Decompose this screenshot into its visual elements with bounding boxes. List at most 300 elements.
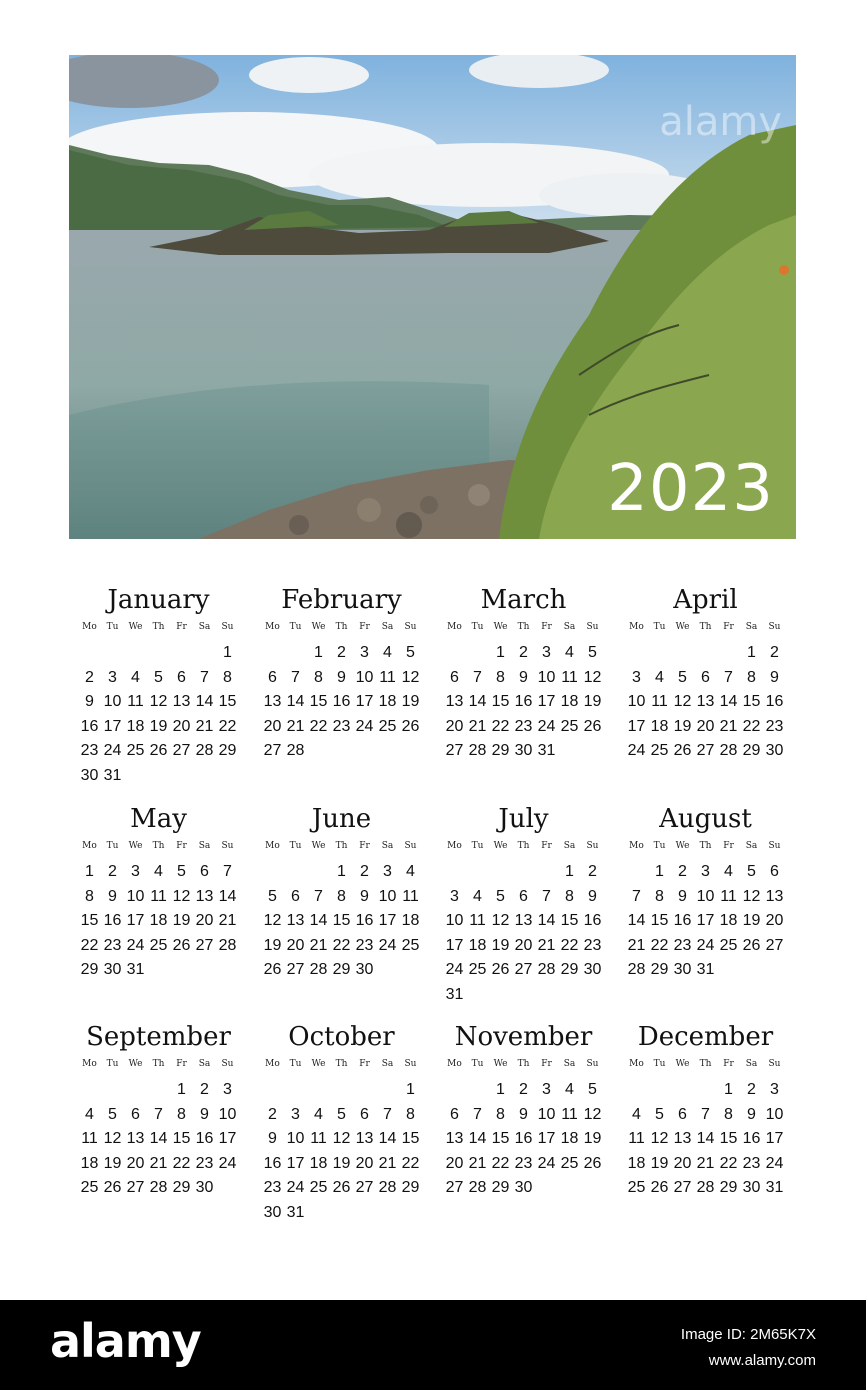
weekday-header: Mo bbox=[629, 1059, 644, 1069]
day-cell: 26 bbox=[583, 1154, 602, 1172]
weekday-header: Su bbox=[586, 1059, 599, 1069]
weekday-header: Mo bbox=[82, 841, 97, 851]
month-day-grid bbox=[443, 840, 604, 1007]
day-cell: 2 bbox=[268, 1105, 277, 1123]
day-cell: 27 bbox=[195, 936, 214, 954]
day-cell: 5 bbox=[268, 887, 277, 905]
day-cell: 28 bbox=[627, 961, 646, 978]
day-cell: 9 bbox=[268, 1130, 277, 1147]
day-cell: 7 bbox=[314, 887, 323, 905]
day-cell: 1 bbox=[724, 1081, 733, 1098]
day-cell: 17 bbox=[537, 693, 556, 710]
weekday-header: Mo bbox=[629, 622, 644, 632]
day-cell: 19 bbox=[401, 693, 420, 710]
weekday-header: We bbox=[311, 841, 326, 851]
weekday-header: Su bbox=[586, 841, 599, 851]
day-cell: 3 bbox=[360, 644, 369, 661]
day-cell: 23 bbox=[195, 1154, 214, 1172]
day-cell: 25 bbox=[149, 936, 168, 954]
day-cell: 20 bbox=[445, 1154, 464, 1172]
day-cell: 20 bbox=[195, 912, 214, 929]
day-cell: 27 bbox=[445, 1179, 464, 1196]
landscape-photo bbox=[69, 55, 796, 539]
day-cell: 5 bbox=[108, 1105, 117, 1123]
month-day-grid bbox=[625, 621, 786, 764]
empty-day-cell bbox=[307, 860, 330, 885]
day-cell: 31 bbox=[696, 961, 715, 978]
empty-day-cell bbox=[124, 1078, 147, 1103]
day-cell: 7 bbox=[200, 668, 209, 686]
day-cell: 10 bbox=[355, 668, 374, 686]
day-cell: 6 bbox=[200, 863, 209, 880]
day-cell: 4 bbox=[473, 887, 482, 905]
day-cell: 1 bbox=[655, 863, 664, 880]
day-cell: 25 bbox=[719, 936, 738, 954]
day-cell: 10 bbox=[696, 887, 715, 905]
day-cell: 16 bbox=[514, 1130, 533, 1147]
day-cell: 24 bbox=[286, 1179, 305, 1196]
weekday-header: Sa bbox=[198, 622, 211, 632]
month-march bbox=[443, 583, 604, 764]
day-cell: 30 bbox=[80, 766, 99, 784]
month-january bbox=[78, 583, 239, 788]
day-cell: 5 bbox=[337, 1105, 346, 1123]
day-cell: 10 bbox=[627, 693, 646, 710]
day-cell: 24 bbox=[537, 717, 556, 735]
weekday-header: Fr bbox=[541, 622, 552, 632]
day-cell: 18 bbox=[560, 693, 579, 710]
day-cell: 15 bbox=[491, 1130, 510, 1147]
empty-day-cell bbox=[376, 1078, 399, 1103]
day-cell: 9 bbox=[108, 887, 117, 905]
day-cell: 8 bbox=[496, 668, 505, 686]
day-cell: 26 bbox=[742, 936, 761, 954]
day-cell: 30 bbox=[103, 961, 122, 978]
month-day-grid bbox=[625, 1058, 786, 1201]
month-day-grid bbox=[78, 621, 239, 788]
day-cell: 18 bbox=[468, 936, 487, 954]
day-cell: 7 bbox=[724, 668, 733, 686]
day-cell: 20 bbox=[765, 912, 784, 929]
day-cell: 25 bbox=[468, 961, 487, 978]
month-title: February bbox=[281, 585, 402, 615]
day-cell: 24 bbox=[445, 961, 464, 978]
empty-day-cell bbox=[330, 1078, 353, 1103]
day-cell: 24 bbox=[126, 936, 145, 954]
day-cell: 5 bbox=[747, 863, 756, 880]
month-title: September bbox=[86, 1022, 231, 1052]
day-cell: 16 bbox=[80, 717, 99, 735]
day-cell: 5 bbox=[588, 1081, 597, 1098]
day-cell: 17 bbox=[696, 912, 715, 929]
day-cell: 3 bbox=[108, 668, 117, 686]
day-cell: 26 bbox=[401, 717, 420, 735]
empty-day-cell bbox=[443, 641, 466, 666]
day-cell: 12 bbox=[742, 887, 761, 905]
empty-day-cell bbox=[671, 1078, 694, 1103]
day-cell: 26 bbox=[491, 961, 510, 978]
empty-day-cell bbox=[147, 1078, 170, 1103]
day-cell: 4 bbox=[406, 863, 415, 880]
day-cell: 12 bbox=[583, 668, 602, 686]
weekday-header: Su bbox=[221, 1059, 234, 1069]
day-cell: 18 bbox=[126, 717, 145, 735]
day-cell: 28 bbox=[719, 742, 738, 759]
month-december bbox=[625, 1020, 786, 1201]
day-cell: 14 bbox=[696, 1130, 715, 1147]
day-cell: 17 bbox=[765, 1130, 784, 1147]
day-cell: 8 bbox=[724, 1105, 733, 1123]
weekday-header: Th bbox=[517, 841, 530, 851]
day-cell: 12 bbox=[401, 668, 420, 686]
day-cell: 23 bbox=[514, 1154, 533, 1172]
day-cell: 1 bbox=[337, 863, 346, 880]
weekday-header: Mo bbox=[447, 841, 462, 851]
weekday-header: Tu bbox=[106, 1059, 119, 1069]
day-cell: 11 bbox=[127, 693, 144, 710]
weekday-header: Su bbox=[768, 841, 781, 851]
month-september bbox=[78, 1020, 239, 1201]
weekday-header: We bbox=[675, 841, 690, 851]
day-cell: 3 bbox=[542, 644, 551, 661]
day-cell: 15 bbox=[401, 1130, 420, 1147]
empty-day-cell bbox=[284, 641, 307, 666]
day-cell: 25 bbox=[650, 742, 669, 759]
weekday-header: Mo bbox=[629, 841, 644, 851]
weekday-header: Th bbox=[335, 622, 348, 632]
weekday-header: We bbox=[128, 841, 143, 851]
empty-day-cell bbox=[535, 860, 558, 885]
day-cell: 31 bbox=[286, 1203, 305, 1221]
weekday-header: Th bbox=[152, 841, 165, 851]
empty-day-cell bbox=[512, 860, 535, 885]
day-cell: 25 bbox=[80, 1179, 99, 1196]
day-cell: 2 bbox=[337, 644, 346, 661]
day-cell: 6 bbox=[268, 668, 277, 686]
day-cell: 15 bbox=[719, 1130, 738, 1147]
weekday-header: We bbox=[128, 1059, 143, 1069]
day-cell: 21 bbox=[149, 1154, 168, 1172]
day-cell: 28 bbox=[537, 961, 556, 978]
day-cell: 15 bbox=[332, 912, 351, 929]
empty-day-cell bbox=[261, 1078, 284, 1103]
weekday-header: Fr bbox=[359, 1059, 370, 1069]
day-cell: 21 bbox=[468, 717, 487, 735]
day-cell: 1 bbox=[496, 1081, 505, 1098]
day-cell: 10 bbox=[218, 1105, 237, 1123]
day-cell: 17 bbox=[627, 717, 646, 735]
day-cell: 3 bbox=[701, 863, 710, 880]
month-february bbox=[261, 583, 422, 764]
month-august bbox=[625, 802, 786, 983]
day-cell: 13 bbox=[195, 887, 214, 905]
month-november bbox=[443, 1020, 604, 1201]
day-cell: 29 bbox=[491, 742, 510, 759]
day-cell: 13 bbox=[514, 912, 533, 929]
day-cell: 13 bbox=[126, 1130, 145, 1147]
day-cell: 19 bbox=[673, 717, 692, 735]
day-cell: 9 bbox=[519, 668, 528, 686]
day-cell: 22 bbox=[172, 1154, 191, 1172]
month-may bbox=[78, 802, 239, 983]
day-cell: 6 bbox=[131, 1105, 140, 1123]
day-cell: 29 bbox=[172, 1179, 191, 1196]
day-cell: 4 bbox=[632, 1105, 641, 1123]
day-cell: 26 bbox=[149, 742, 168, 759]
month-day-grid bbox=[261, 1058, 422, 1225]
day-cell: 21 bbox=[378, 1154, 397, 1172]
day-cell: 3 bbox=[223, 1081, 232, 1098]
empty-day-cell bbox=[284, 1078, 307, 1103]
day-cell: 15 bbox=[560, 912, 579, 929]
weekday-header: Th bbox=[517, 1059, 530, 1069]
month-title: November bbox=[454, 1022, 593, 1052]
day-cell: 21 bbox=[719, 717, 738, 735]
day-cell: 27 bbox=[263, 742, 282, 759]
day-cell: 11 bbox=[561, 1105, 578, 1123]
day-cell: 13 bbox=[445, 693, 464, 710]
day-cell: 24 bbox=[537, 1154, 556, 1172]
day-cell: 28 bbox=[378, 1179, 397, 1196]
day-cell: 25 bbox=[627, 1179, 646, 1196]
empty-day-cell bbox=[443, 860, 466, 885]
weekday-header: We bbox=[675, 1059, 690, 1069]
weekday-header: Mo bbox=[82, 1059, 97, 1069]
day-cell: 14 bbox=[218, 887, 237, 905]
empty-day-cell bbox=[625, 1078, 648, 1103]
day-cell: 11 bbox=[150, 887, 167, 905]
day-cell: 13 bbox=[172, 693, 191, 710]
day-cell: 4 bbox=[565, 644, 574, 661]
day-cell: 1 bbox=[314, 644, 323, 661]
weekday-header: Tu bbox=[106, 841, 119, 851]
empty-day-cell bbox=[625, 860, 648, 885]
day-cell: 2 bbox=[519, 1081, 528, 1098]
day-cell: 4 bbox=[131, 668, 140, 686]
day-cell: 28 bbox=[309, 961, 328, 978]
month-title: August bbox=[659, 804, 752, 834]
day-cell: 28 bbox=[468, 742, 487, 759]
day-cell: 6 bbox=[701, 668, 710, 686]
weekday-header: Sa bbox=[563, 1059, 576, 1069]
day-cell: 1 bbox=[406, 1081, 415, 1098]
weekday-header: Fr bbox=[723, 1059, 734, 1069]
day-cell: 24 bbox=[696, 936, 715, 954]
day-cell: 8 bbox=[496, 1105, 505, 1123]
empty-day-cell bbox=[261, 641, 284, 666]
day-cell: 22 bbox=[650, 936, 669, 954]
empty-day-cell bbox=[694, 1078, 717, 1103]
weekday-header: Sa bbox=[381, 841, 394, 851]
day-cell: 7 bbox=[473, 668, 482, 686]
day-cell: 29 bbox=[218, 742, 237, 759]
day-cell: 8 bbox=[655, 887, 664, 905]
day-cell: 2 bbox=[108, 863, 117, 880]
day-cell: 24 bbox=[218, 1154, 237, 1172]
empty-day-cell bbox=[671, 641, 694, 666]
weekday-header: Fr bbox=[359, 841, 370, 851]
day-cell: 27 bbox=[673, 1179, 692, 1196]
day-cell: 13 bbox=[286, 912, 305, 929]
day-cell: 31 bbox=[103, 766, 122, 784]
day-cell: 22 bbox=[719, 1154, 738, 1172]
day-cell: 10 bbox=[537, 1105, 556, 1123]
day-cell: 2 bbox=[770, 644, 779, 661]
weekday-header: Tu bbox=[471, 622, 484, 632]
day-cell: 18 bbox=[401, 912, 420, 929]
day-cell: 29 bbox=[332, 961, 351, 978]
weekday-header: Fr bbox=[541, 841, 552, 851]
day-cell: 19 bbox=[650, 1154, 669, 1172]
day-cell: 20 bbox=[172, 717, 191, 735]
day-cell: 12 bbox=[650, 1130, 669, 1147]
weekday-header: Su bbox=[404, 1059, 417, 1069]
day-cell: 6 bbox=[291, 887, 300, 905]
day-cell: 18 bbox=[149, 912, 168, 929]
empty-day-cell bbox=[648, 641, 671, 666]
day-cell: 26 bbox=[650, 1179, 669, 1196]
day-cell: 16 bbox=[195, 1130, 214, 1147]
day-cell: 10 bbox=[126, 887, 145, 905]
day-cell: 7 bbox=[632, 887, 641, 905]
day-cell: 24 bbox=[378, 936, 397, 954]
day-cell: 22 bbox=[80, 936, 99, 954]
empty-day-cell bbox=[466, 1078, 489, 1103]
day-cell: 23 bbox=[355, 936, 374, 954]
day-cell: 14 bbox=[468, 1130, 487, 1147]
weekday-header: Tu bbox=[471, 1059, 484, 1069]
weekday-header: Sa bbox=[745, 1059, 758, 1069]
day-cell: 30 bbox=[514, 742, 533, 759]
day-cell: 20 bbox=[445, 717, 464, 735]
day-cell: 25 bbox=[126, 742, 145, 759]
month-day-grid bbox=[261, 621, 422, 764]
day-cell: 15 bbox=[491, 693, 510, 710]
day-cell: 7 bbox=[473, 1105, 482, 1123]
weekday-header: Th bbox=[699, 1059, 712, 1069]
day-cell: 18 bbox=[378, 693, 397, 710]
month-day-grid bbox=[625, 840, 786, 983]
day-cell: 5 bbox=[177, 863, 186, 880]
day-cell: 29 bbox=[650, 961, 669, 978]
day-cell: 18 bbox=[309, 1154, 328, 1172]
weekday-header: Th bbox=[335, 841, 348, 851]
day-cell: 22 bbox=[491, 1154, 510, 1172]
day-cell: 3 bbox=[291, 1105, 300, 1123]
day-cell: 11 bbox=[628, 1130, 645, 1147]
day-cell: 13 bbox=[263, 693, 282, 710]
day-cell: 24 bbox=[103, 742, 122, 759]
day-cell: 22 bbox=[332, 936, 351, 954]
day-cell: 2 bbox=[519, 644, 528, 661]
day-cell: 5 bbox=[655, 1105, 664, 1123]
day-cell: 24 bbox=[627, 742, 646, 759]
alamy-logo: alamy bbox=[50, 1314, 201, 1368]
day-cell: 1 bbox=[747, 644, 756, 661]
day-cell: 26 bbox=[172, 936, 191, 954]
day-cell: 16 bbox=[673, 912, 692, 929]
empty-day-cell bbox=[717, 641, 740, 666]
day-cell: 6 bbox=[177, 668, 186, 686]
photo-watermark: alamy bbox=[659, 99, 782, 145]
day-cell: 25 bbox=[560, 1154, 579, 1172]
day-cell: 16 bbox=[263, 1154, 282, 1172]
day-cell: 4 bbox=[154, 863, 163, 880]
day-cell: 3 bbox=[450, 887, 459, 905]
day-cell: 11 bbox=[561, 668, 578, 686]
day-cell: 7 bbox=[383, 1105, 392, 1123]
day-cell: 16 bbox=[355, 912, 374, 929]
day-cell: 4 bbox=[314, 1105, 323, 1123]
day-cell: 21 bbox=[468, 1154, 487, 1172]
weekday-header: Mo bbox=[265, 841, 280, 851]
day-cell: 12 bbox=[149, 693, 168, 710]
day-cell: 1 bbox=[85, 863, 94, 880]
day-cell: 19 bbox=[172, 912, 191, 929]
empty-day-cell bbox=[353, 1078, 376, 1103]
empty-day-cell bbox=[78, 1078, 101, 1103]
day-cell: 18 bbox=[719, 912, 738, 929]
calendar-year: 2023 bbox=[607, 452, 774, 526]
month-title: June bbox=[311, 804, 372, 834]
day-cell: 20 bbox=[286, 936, 305, 954]
day-cell: 26 bbox=[103, 1179, 122, 1196]
month-title: January bbox=[107, 585, 210, 615]
weekday-header: Tu bbox=[289, 622, 302, 632]
day-cell: 15 bbox=[80, 912, 99, 929]
day-cell: 28 bbox=[286, 742, 305, 759]
day-cell: 23 bbox=[673, 936, 692, 954]
weekday-header: Sa bbox=[563, 622, 576, 632]
day-cell: 19 bbox=[332, 1154, 351, 1172]
weekday-header: Su bbox=[221, 841, 234, 851]
day-cell: 3 bbox=[632, 668, 641, 686]
day-cell: 9 bbox=[519, 1105, 528, 1123]
day-cell: 13 bbox=[355, 1130, 374, 1147]
month-day-grid bbox=[261, 840, 422, 983]
day-cell: 14 bbox=[627, 912, 646, 929]
weekday-header: Sa bbox=[563, 841, 576, 851]
day-cell: 14 bbox=[309, 912, 328, 929]
day-cell: 27 bbox=[514, 961, 533, 978]
day-cell: 9 bbox=[360, 887, 369, 905]
empty-day-cell bbox=[625, 641, 648, 666]
day-cell: 25 bbox=[378, 717, 397, 735]
day-cell: 7 bbox=[542, 887, 551, 905]
day-cell: 27 bbox=[126, 1179, 145, 1196]
day-cell: 30 bbox=[195, 1179, 214, 1196]
day-cell: 19 bbox=[583, 1130, 602, 1147]
day-cell: 17 bbox=[355, 693, 374, 710]
day-cell: 26 bbox=[673, 742, 692, 759]
weekday-header: Tu bbox=[289, 1059, 302, 1069]
day-cell: 2 bbox=[678, 863, 687, 880]
day-cell: 25 bbox=[401, 936, 420, 954]
weekday-header: Su bbox=[221, 622, 234, 632]
day-cell: 30 bbox=[514, 1179, 533, 1196]
day-cell: 29 bbox=[742, 742, 761, 759]
day-cell: 28 bbox=[195, 742, 214, 759]
weekday-header: Sa bbox=[745, 622, 758, 632]
month-title: October bbox=[288, 1022, 395, 1052]
weekday-header: We bbox=[311, 1059, 326, 1069]
weekday-header: Mo bbox=[82, 622, 97, 632]
day-cell: 3 bbox=[542, 1081, 551, 1098]
day-cell: 30 bbox=[742, 1179, 761, 1196]
day-cell: 21 bbox=[218, 912, 237, 929]
day-cell: 6 bbox=[450, 668, 459, 686]
day-cell: 12 bbox=[103, 1130, 122, 1147]
